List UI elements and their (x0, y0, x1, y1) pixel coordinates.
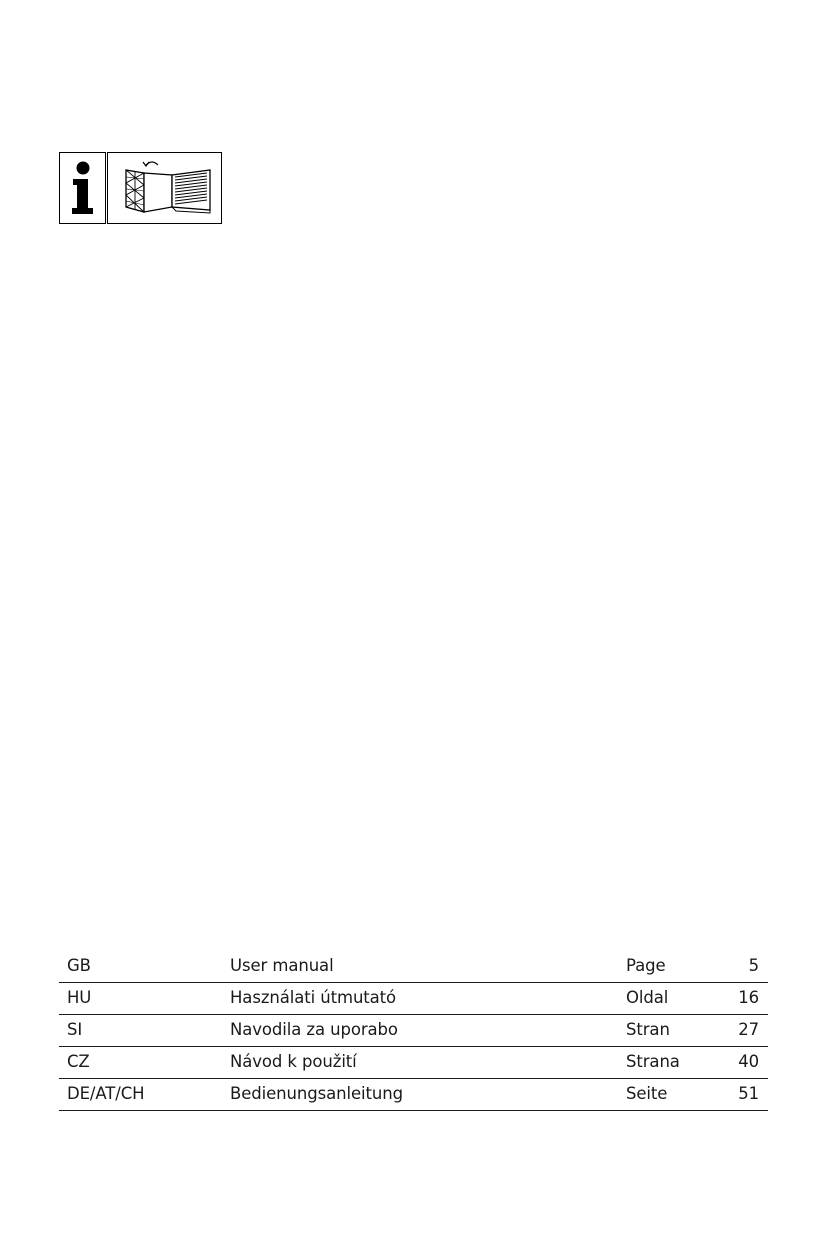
page-number: 16 (738, 988, 759, 1007)
language-code: HU (67, 988, 92, 1007)
table-row[interactable] (59, 1015, 768, 1047)
page-number: 40 (738, 1052, 759, 1071)
table-row[interactable] (59, 1079, 768, 1111)
language-code: SI (67, 1020, 83, 1039)
page-word: Stran (626, 1020, 670, 1039)
page-word: Strana (626, 1052, 680, 1071)
language-code: DE/AT/CH (67, 1084, 145, 1103)
page-number: 27 (738, 1020, 759, 1039)
info-icons-group (59, 152, 222, 224)
language-code: GB (67, 956, 91, 975)
table-of-contents (59, 951, 768, 1111)
manual-title: Bedienungsanleitung (230, 1084, 403, 1103)
manual-title: User manual (230, 956, 334, 975)
page-word: Seite (626, 1084, 668, 1103)
language-code: CZ (67, 1052, 90, 1071)
page-number: 5 (748, 956, 759, 975)
page-word: Page (626, 956, 666, 975)
manual-title: Használati útmutató (230, 988, 397, 1007)
info-icon (59, 152, 106, 224)
table-row[interactable] (59, 951, 768, 983)
manual-title: Návod k použití (230, 1052, 357, 1071)
table-row[interactable] (59, 983, 768, 1015)
fold-out-page-icon (107, 152, 222, 224)
page-word: Oldal (626, 988, 669, 1007)
page-number: 51 (738, 1084, 759, 1103)
table-row[interactable] (59, 1047, 768, 1079)
manual-title: Navodila za uporabo (230, 1020, 398, 1039)
